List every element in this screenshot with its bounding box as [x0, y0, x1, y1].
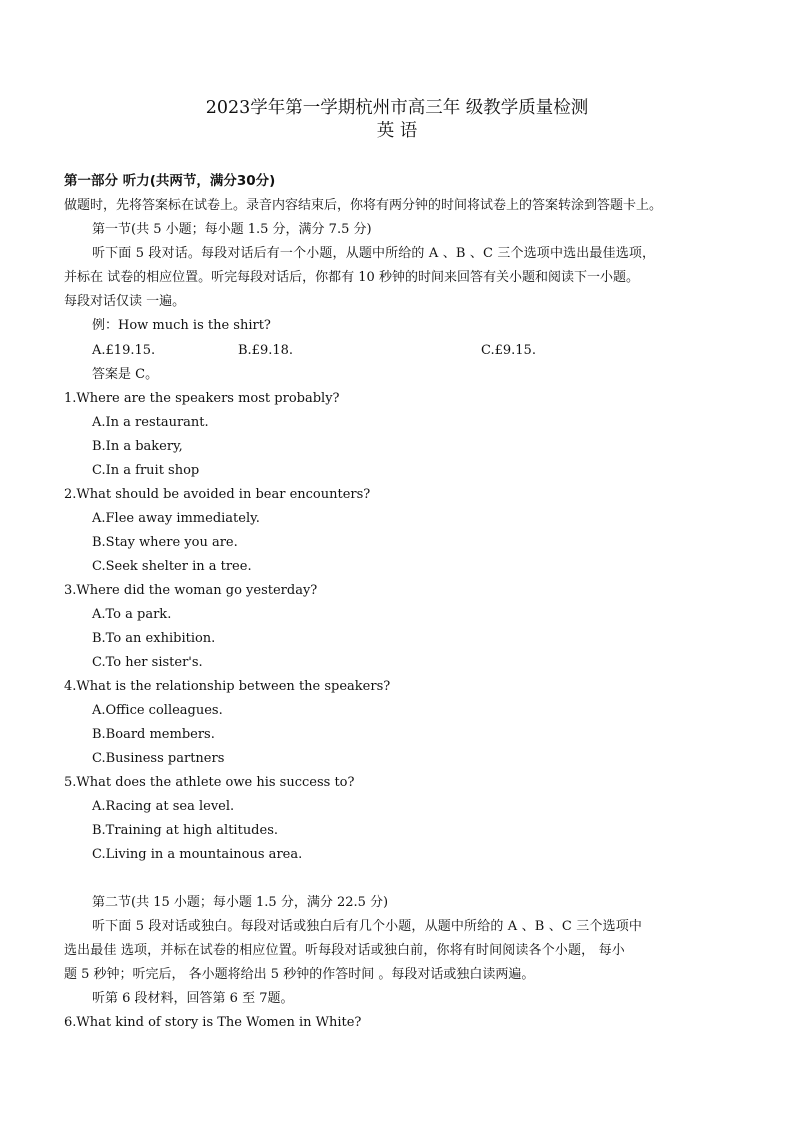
section1-heading: 第一节(共 5 小题；每小题 1.5 分，满分 7.5 分) — [92, 222, 372, 237]
question-option: A.Office colleagues. — [92, 703, 223, 718]
question-stem: 4.What is the relationship between the speakers? — [64, 679, 391, 694]
question-stem: 1.Where are the speakers most probably? — [64, 391, 340, 406]
part1-instruction: 做题时，先将答案标在试卷上。录音内容结束后，你将有两分钟的时间将试卷上的答案转涂到答题卡上。 — [64, 198, 663, 213]
section1-instruction-line: 每段对话仅读 一遍。 — [64, 294, 186, 309]
question-option: A.In a restaurant. — [92, 415, 209, 430]
question-option: A.Flee away immediately. — [92, 511, 260, 526]
question-stem: 2.What should be avoided in bear encounters? — [64, 487, 371, 502]
section1-instruction-line: 并标在 试卷的相应位置。听完每段对话后，你都有 10 秒钟的时间来回答有关小题和阅读下一小题。 — [64, 270, 639, 285]
subject-title: 英 语 — [376, 121, 418, 141]
question-option: A.To a park. — [92, 607, 172, 622]
question-option: A.Racing at sea level. — [92, 799, 235, 814]
question-option: B.Board members. — [92, 727, 215, 742]
question-option: C.Living in a mountainous area. — [92, 847, 303, 862]
section2-instruction-line: 选出最佳 选项，并标在试卷的相应位置。听每段对话或独白前，你将有时间阅读各个小题， 每小 — [64, 943, 625, 958]
exam-title: 2023学年第一学期杭州市高三年 级教学质量检测 — [205, 98, 589, 118]
example-option: A.£19.15. — [92, 343, 156, 358]
section2-instruction-line: 题 5 秒钟；听完后， 各小题将给出 5 秒钟的作答时间 。每段对话或独白读两遍。 — [64, 967, 535, 982]
section1-instruction-line: 听下面 5 段对话。每段对话后有一个小题，从题中所给的 A 、B 、C 三个选项中选出最佳选项， — [92, 246, 656, 261]
example-question: 例：How much is the shirt? — [92, 318, 271, 333]
question-option: C.To her sister's. — [92, 655, 203, 670]
question-stem: 3.Where did the woman go yesterday? — [64, 583, 318, 598]
question-option: B.To an exhibition. — [92, 631, 216, 646]
example-option: C.£9.15. — [481, 343, 536, 358]
section2-material: 听第 6 段材料，回答第 6 至 7题。 — [92, 991, 294, 1006]
question-option: C.In a fruit shop — [92, 463, 200, 478]
question-option: C.Seek shelter in a tree. — [92, 559, 252, 574]
example-answer: 答案是 C。 — [92, 367, 159, 382]
question-option: B.Training at high altitudes. — [92, 823, 279, 838]
example-option: B.£9.18. — [238, 343, 294, 358]
section2-instruction-line: 听下面 5 段对话或独白。每段对话或独白后有几个小题，从题中所给的 A 、B 、C 三个选项中 — [92, 919, 643, 934]
section2-heading: 第二节(共 15 小题；每小题 1.5 分，满分 22.5 分) — [92, 895, 389, 910]
part1-heading: 第一部分 听力(共两节，满分30分) — [64, 173, 276, 189]
question-option: C.Business partners — [92, 751, 225, 766]
question-option: B.Stay where you are. — [92, 535, 238, 550]
question-stem: 5.What does the athlete owe his success to? — [64, 775, 355, 790]
question-stem: 6.What kind of story is The Women in White? — [64, 1015, 362, 1030]
question-option: B.In a bakery, — [92, 439, 183, 454]
